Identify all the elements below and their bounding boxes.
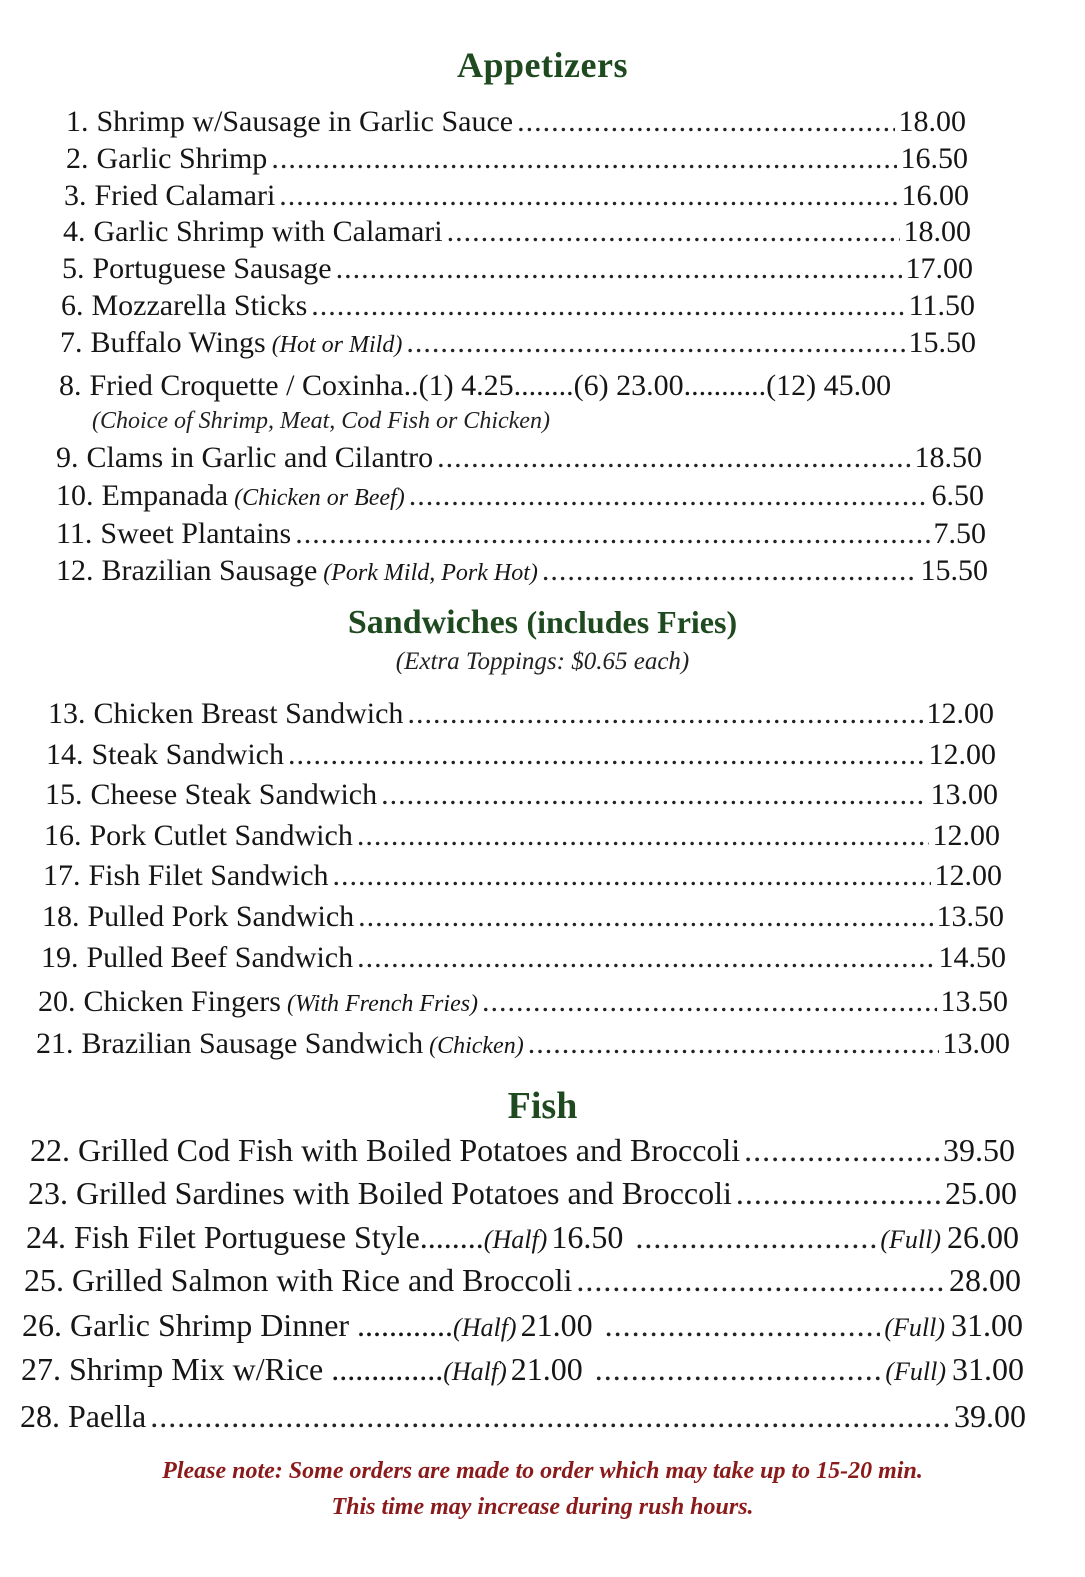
item-number: 25. [24,1262,64,1298]
item-name: Shrimp Mix w/Rice .............. [69,1351,444,1387]
menu-item [43,858,1002,894]
item-price: 6.50 [931,479,984,512]
item-price: 12.00 [932,819,1000,852]
full-label: (Full) [880,1225,941,1254]
item-number: 27. [21,1351,61,1387]
item-name: Shrimp w/Sausage in Garlic Sauce [96,105,514,138]
leader-dots [150,1398,950,1434]
item-number: 1. [66,105,89,138]
leader-dots [336,251,902,287]
item-price: 26.00 [947,1219,1019,1255]
item-note: (Chicken or Beef) [234,485,405,511]
leader-dots [381,777,926,813]
menu-item [24,1262,1021,1298]
leader-dots [295,516,929,552]
item-name: Portuguese Sausage [92,252,332,285]
item-price: 39.50 [943,1132,1015,1168]
leader-dots [358,899,932,935]
item-name: Fish Filet Portuguese Style........ [74,1219,484,1255]
item-name: Garlic Shrimp Dinner ............ [70,1307,454,1343]
item-price: 25.00 [945,1175,1017,1211]
item-price: 14.50 [938,941,1006,974]
item-number: 2. [66,142,89,175]
menu-item [45,777,998,813]
menu-item [28,1175,1017,1211]
menu-item [63,214,971,250]
item-number: 10. [56,479,94,512]
item-number: 26. [22,1307,62,1343]
item-name: Fried Croquette / Coxinha..(1) 4.25........(6) 23.00...........(12) 45.00 [89,369,892,402]
footer-note-line2: This time may increase during rush hours. [331,1494,754,1520]
item-name: Pulled Beef Sandwich [86,941,354,974]
menu-item [66,104,966,140]
footer-note-line1: Please note: Some orders are made to order which may take up to 15-20 min. [162,1458,923,1484]
item-number: 11. [56,517,93,550]
item-number: 16. [44,819,82,852]
leader-dots [437,440,910,476]
menu-item [21,1351,1024,1390]
item-price: 18.00 [898,105,966,138]
item-name: Pulled Pork Sandwich [87,900,355,933]
menu-item [44,818,1000,854]
item-price: 13.00 [942,1027,1010,1060]
item-name: Grilled Sardines with Boiled Potatoes and Broccoli [76,1175,732,1211]
half-label: (Half) [483,1225,548,1254]
item-price: 31.00 [952,1351,1024,1387]
leader-dots [482,984,936,1020]
item-name: Empanada [101,479,229,512]
leader-dots [635,1219,876,1255]
leader-dots [528,1026,939,1062]
sandwiches-title-extra: (includes Fries) [526,604,738,640]
menu-item [41,940,1006,976]
item-price: 18.00 [903,215,971,248]
item-price: 18.50 [914,441,982,474]
item-price: 12.00 [926,697,994,730]
item-name: Grilled Salmon with Rice and Broccoli [72,1262,573,1298]
menu-item [26,1219,1019,1258]
leader-dots [271,141,896,177]
item-name: Grilled Cod Fish with Boiled Potatoes and Broccoli [78,1132,741,1168]
leader-dots [517,104,894,140]
menu-item [56,553,988,591]
leader-dots [407,696,922,732]
item-number: 20. [38,985,76,1018]
item-number: 19. [41,941,79,974]
half-label: (Half) [453,1313,517,1342]
item-number: 15. [45,778,83,811]
leader-dots [279,178,897,214]
leader-dots [311,288,904,324]
menu-item [59,368,979,404]
item-price: 39.00 [954,1398,1026,1434]
menu-item [56,440,982,476]
leader-dots [288,737,925,773]
item-name: Clams in Garlic and Cilantro [86,441,434,474]
item-name: Cheese Steak Sandwich [90,778,378,811]
sandwiches-heading [0,604,1085,642]
item-name: Garlic Shrimp with Calamari [93,215,443,248]
item-note: (Hot or Mild) [271,332,403,358]
croquette-choice-note: (Choice of Shrimp, Meat, Cod Fish or Chicken) [92,408,550,434]
item-price: 15.50 [920,554,988,587]
item-number: 4. [63,215,86,248]
item-note: (With French Fries) [286,991,479,1017]
menu-item [22,1307,1023,1346]
item-price: 15.50 [908,326,976,359]
item-price: 13.50 [936,900,1004,933]
item-number: 21. [36,1027,74,1060]
leader-dots [595,1351,882,1387]
item-price: 12.00 [934,859,1002,892]
item-number: 3. [64,179,87,212]
item-number: 7. [60,326,83,359]
item-price: 31.00 [951,1307,1023,1343]
item-price: 13.00 [930,778,998,811]
item-price: 11.50 [908,289,975,322]
menu-item [61,288,975,324]
sandwiches-title: Sandwiches [347,604,518,641]
item-name: Steak Sandwich [91,738,284,771]
leader-dots [542,553,917,589]
item-number: 28. [20,1398,60,1434]
sandwiches-subtitle: (Extra Toppings: $0.65 each) [395,648,690,675]
item-name: Fried Calamari [94,179,276,212]
menu-item [62,251,973,287]
item-name: Brazilian Sausage Sandwich [81,1027,424,1060]
leader-dots [357,940,934,976]
item-name: Paella [68,1398,147,1434]
leader-dots [736,1175,941,1211]
full-label: (Full) [885,1357,946,1386]
item-price: 16.00 [901,179,969,212]
appetizers-heading: Appetizers [457,45,628,85]
menu-item [46,737,996,773]
item-name: Buffalo Wings [90,326,266,359]
item-name: Mozzarella Sticks [91,289,308,322]
half-price: 16.50 [551,1219,624,1255]
item-name: Chicken Breast Sandwich [93,697,404,730]
menu-item [48,696,994,732]
item-name: Chicken Fingers [83,985,281,1018]
item-price: 16.50 [900,142,968,175]
leader-dots [744,1132,939,1168]
item-number: 22. [30,1132,70,1168]
menu-item [42,899,1004,935]
menu-item [56,516,986,552]
item-name: Pork Cutlet Sandwich [89,819,353,852]
half-price: 21.00 [510,1351,583,1387]
menu-item [36,1026,1010,1064]
item-price: 7.50 [933,517,986,550]
item-price: 28.00 [949,1262,1021,1298]
menu-item [60,325,976,363]
item-note: (Chicken) [429,1033,524,1059]
fish-heading: Fish [507,1085,578,1127]
menu-item [20,1398,1026,1434]
item-number: 9. [56,441,79,474]
item-number: 12. [56,554,94,587]
item-number: 18. [42,900,80,933]
item-number: 17. [43,859,81,892]
item-note: (Pork Mild, Pork Hot) [323,560,538,586]
leader-dots [447,214,900,250]
half-label: (Half) [443,1357,507,1386]
leader-dots [357,818,929,854]
leader-dots [605,1307,881,1343]
item-name: Sweet Plantains [100,517,292,550]
item-price: 13.50 [940,985,1008,1018]
item-number: 5. [62,252,85,285]
item-name: Garlic Shrimp [96,142,268,175]
full-label: (Full) [884,1313,945,1342]
menu-item [66,141,968,177]
leader-dots [576,1262,945,1298]
menu-item [38,984,1008,1022]
item-number: 14. [46,738,84,771]
item-number: 8. [59,369,82,402]
menu-item [64,178,969,214]
item-number: 6. [61,289,84,322]
half-price: 21.00 [520,1307,593,1343]
leader-dots [333,858,931,894]
menu-item [56,478,984,516]
item-price: 17.00 [905,252,973,285]
leader-dots [406,325,904,361]
item-number: 13. [48,697,86,730]
leader-dots [409,478,928,514]
item-number: 23. [28,1175,68,1211]
item-number: 24. [26,1219,66,1255]
item-name: Fish Filet Sandwich [88,859,329,892]
menu-item [30,1132,1015,1168]
item-name: Brazilian Sausage [101,554,318,587]
item-price: 12.00 [928,738,996,771]
